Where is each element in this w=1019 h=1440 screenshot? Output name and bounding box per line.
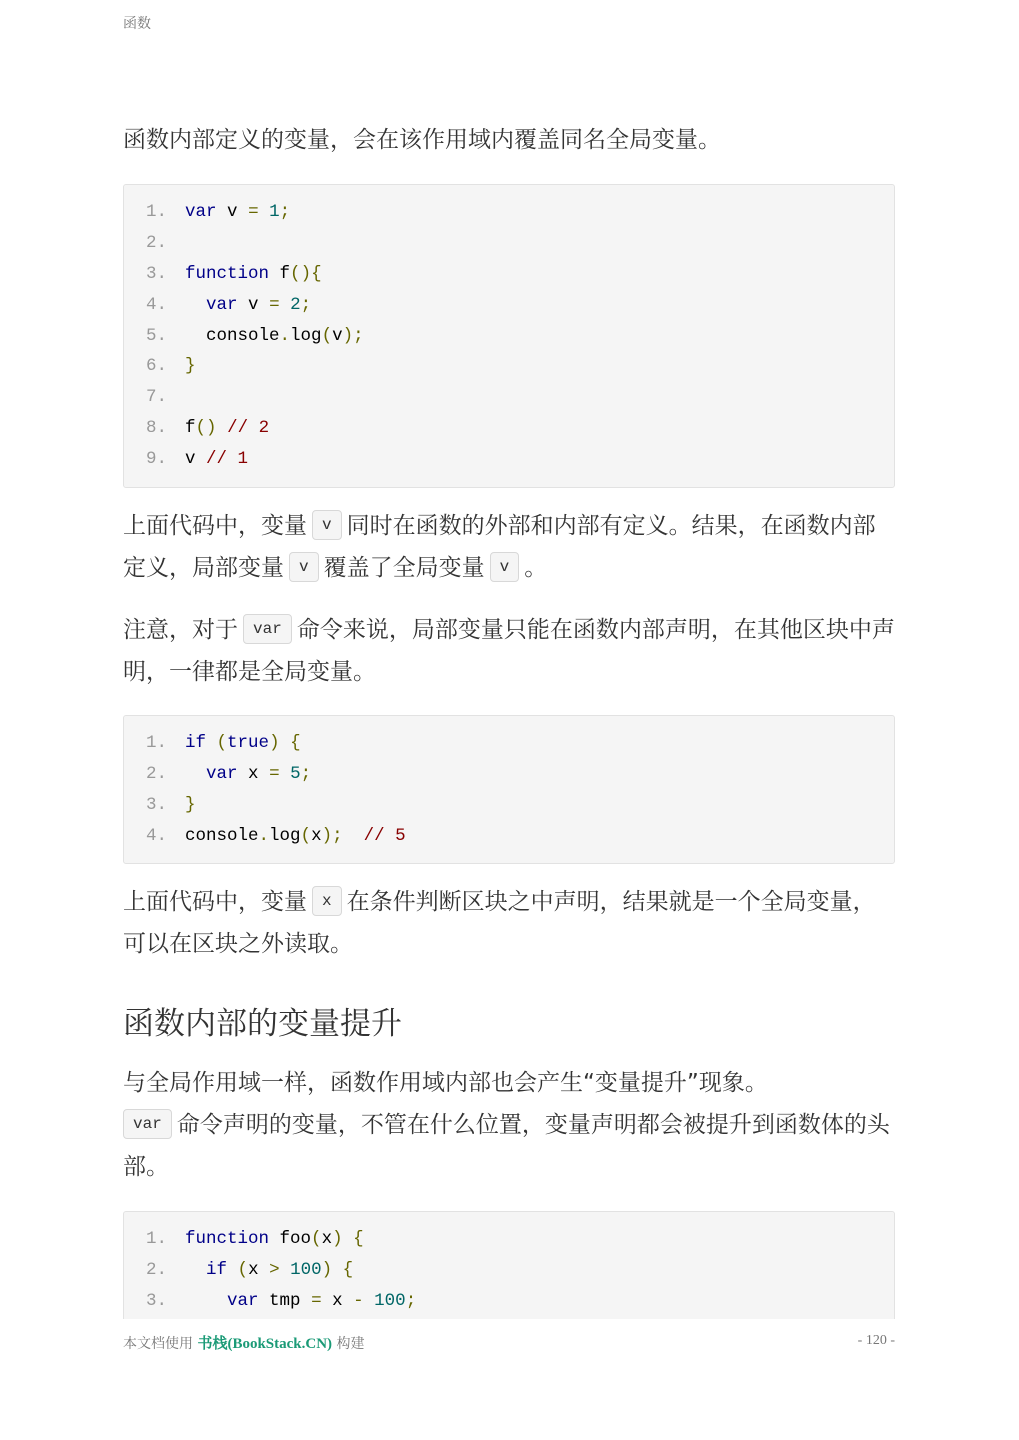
code-line <box>124 197 894 228</box>
code-block-1 <box>123 184 895 488</box>
line-number: 4. <box>146 825 168 846</box>
code-text: v // 1 <box>185 449 249 470</box>
code-text: console.log(x); // 5 <box>185 825 406 846</box>
line-number: 2. <box>146 1259 168 1280</box>
code-text: if (x > 100) { <box>206 1259 354 1280</box>
code-block-2 <box>123 715 895 864</box>
line-number: 2. <box>146 763 168 784</box>
paragraph-hoisting-cont <box>123 1104 895 1188</box>
brand-link[interactable]: 书栈(BookStack.CN) <box>197 1336 333 1352</box>
code-text: f() // 2 <box>185 418 270 439</box>
code-line <box>124 821 894 852</box>
code-line <box>124 728 894 759</box>
line-number: 3. <box>146 794 168 815</box>
line-number: 8. <box>146 418 168 439</box>
line-number: 5. <box>146 325 168 346</box>
line-number: 3. <box>146 1290 168 1311</box>
line-number: 1. <box>146 733 168 753</box>
line-number: 3. <box>146 263 168 284</box>
code-line <box>124 351 894 382</box>
code-line <box>124 444 894 475</box>
text: 在条件判断区块之中声明，结果就是一个全局变量，可以在区块之外读取。 <box>123 889 876 957</box>
footer-credit <box>123 1332 365 1353</box>
code-line <box>124 321 894 352</box>
running-header: 函数 <box>123 16 151 32</box>
inline-code: var <box>123 1109 172 1139</box>
code-line <box>124 759 894 790</box>
inline-code: var <box>243 614 292 644</box>
code-text: } <box>185 356 196 377</box>
code-text: function f(){ <box>185 263 322 284</box>
code-text: console.log(v); <box>206 325 364 346</box>
code-line <box>124 228 894 259</box>
inline-code: v <box>490 552 520 582</box>
code-text: var tmp = x - 100; <box>227 1290 417 1311</box>
code-line <box>124 382 894 413</box>
text: 与全局作用域一样，函数作用域内部也会产生“变量提升”现象。 <box>123 1070 768 1096</box>
footer-suffix: 构建 <box>336 1336 365 1352</box>
page-number: - 120 - <box>857 1333 895 1348</box>
paragraph-intro: 函数内部定义的变量，会在该作用域内覆盖同名全局变量。 <box>123 127 721 153</box>
text: 命令来说，局部变量只能在函数内部声明，在其他区块中声明，一律都是全局变量。 <box>123 617 895 685</box>
line-number: 2. <box>146 232 168 253</box>
line-number: 1. <box>146 1229 168 1249</box>
code-text: var v = 1; <box>185 202 291 222</box>
paragraph-hoisting <box>123 1062 783 1104</box>
text: 同时在函数的外部和内部有定义。结果，在函数内部定义，局部变量 <box>123 513 876 581</box>
code-line <box>124 1255 894 1286</box>
code-line <box>124 1286 894 1317</box>
text: 上面代码中，变量 <box>123 889 307 915</box>
code-text: if (true) { <box>185 733 301 753</box>
code-line <box>124 413 894 444</box>
code-line <box>124 1224 894 1255</box>
text: 注意，对于 <box>123 617 238 643</box>
line-number: 4. <box>146 294 168 315</box>
code-line <box>124 790 894 821</box>
line-number: 6. <box>146 356 168 377</box>
paragraph-explain-2 <box>123 881 895 965</box>
code-line <box>124 290 894 321</box>
code-text: var v = 2; <box>206 294 312 315</box>
line-number: 1. <box>146 202 168 222</box>
line-number: 7. <box>146 387 168 408</box>
inline-code: v <box>289 552 319 582</box>
code-text: function foo(x) { <box>185 1229 364 1249</box>
code-line <box>124 259 894 290</box>
line-number: 9. <box>146 449 168 470</box>
inline-code: v <box>312 510 342 540</box>
paragraph-explain-1 <box>123 505 895 589</box>
code-text: } <box>185 794 196 815</box>
paragraph-note <box>123 609 895 693</box>
inline-code: x <box>312 886 342 916</box>
code-text: var x = 5; <box>206 763 312 784</box>
section-heading: 函数内部的变量提升 <box>123 1006 402 1042</box>
text: 覆盖了全局变量 <box>323 555 485 581</box>
code-block-3 <box>123 1211 895 1319</box>
text: 上面代码中，变量 <box>123 513 307 539</box>
text: 命令声明的变量，不管在什么位置，变量声明都会被提升到函数体的头部。 <box>123 1112 890 1180</box>
text: 。 <box>524 555 548 581</box>
footer-prefix: 本文档使用 <box>123 1336 193 1352</box>
